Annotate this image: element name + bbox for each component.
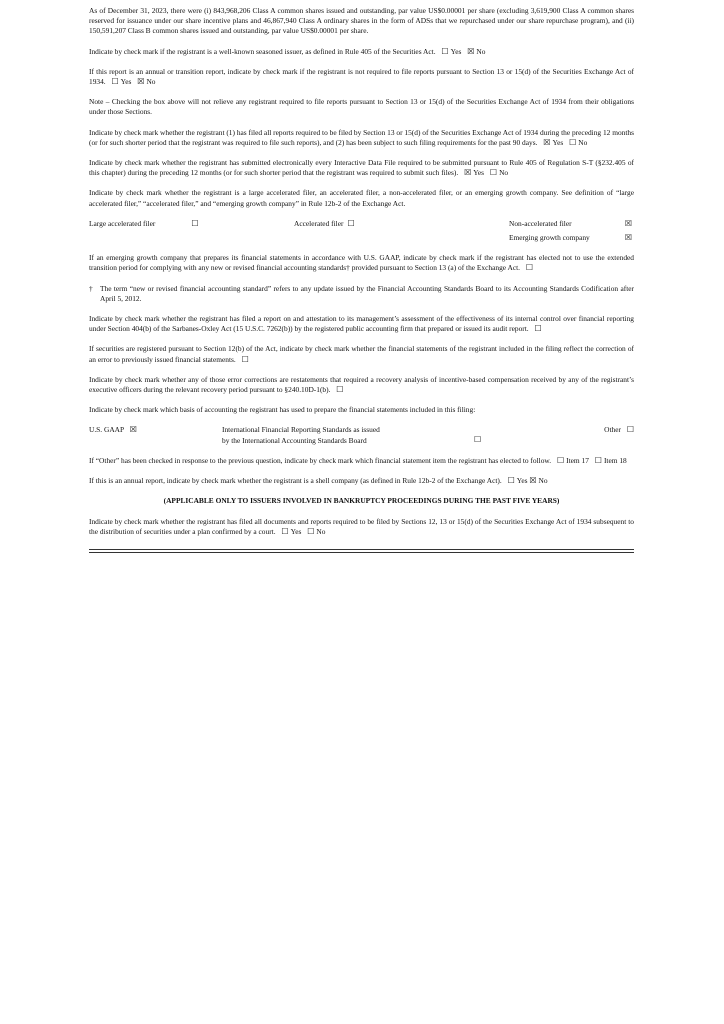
icfr-question — [89, 314, 634, 334]
recovery-analysis-checkbox[interactable]: ☐ — [336, 385, 344, 395]
filer-status-question: Indicate by check mark whether the registrant is a large accelerated filer, an accelerated filer, a non-accelerated filer, or an emerging growth company. See definition of “large accelerated filer,” “accelerated filer,” and “emerging growth company” in Rule 12b-2 of the Exchange Act. — [89, 188, 634, 208]
ifrs-checkbox[interactable]: ☐ — [474, 435, 482, 445]
filed-all-reports-question — [89, 128, 634, 148]
interactive-data-question — [89, 158, 634, 178]
interactive-data-text: Indicate by check mark whether the registrant has submitted electronically every Interactive Data File required to be submitted pursuant to Rule 405 of Regulation S-T (§232.405 of this chapter) during the preceding 12 months (or for such shorter period that the registrant was required to submit such files). — [89, 158, 634, 178]
accounting-standard-footnote — [89, 284, 634, 304]
item-18-label: Item 18 — [603, 455, 627, 465]
emerging-growth-cell — [509, 233, 634, 243]
not-required-no-label: No — [146, 77, 156, 87]
interactive-no-checkbox[interactable]: ☐ — [489, 168, 498, 178]
filer-status-row — [89, 219, 634, 229]
footnote-text: The term “new or revised financial accounting standard” refers to any update issued by the Financial Accounting Standards Board to its Accounting Standards Codification after April 5, 2012. — [100, 283, 634, 303]
well-known-issuer-question — [89, 47, 634, 57]
other-item-question — [89, 456, 634, 466]
us-gaap-label: U.S. GAAP — [89, 425, 124, 435]
large-accelerated-filer-checkbox[interactable]: ☐ — [191, 218, 199, 228]
non-accelerated-filer-label: Non-accelerated filer — [509, 218, 572, 228]
well-known-no-checkbox[interactable]: ☒ — [467, 46, 475, 56]
not-required-yes-checkbox[interactable]: ☐ — [111, 77, 119, 87]
error-correction-checkbox[interactable]: ☐ — [241, 354, 249, 364]
not-required-question — [89, 67, 634, 87]
interactive-yes-checkbox[interactable]: ☒ — [464, 168, 472, 178]
recovery-analysis-text: Indicate by check mark whether any of those error corrections are restatements that required a recovery analysis of incentive-based compensation received by any of the registrant’s executive officers during the relevant recovery period pursuant to §240.10D-1(b). — [89, 374, 634, 395]
error-correction-question — [89, 344, 634, 364]
item-17-label: Item 17 — [566, 455, 589, 465]
filed-all-yes-checkbox[interactable]: ☒ — [543, 137, 551, 147]
filed-all-no-label: No — [578, 137, 588, 147]
not-required-no-checkbox[interactable]: ☒ — [137, 77, 145, 87]
footnote-dagger: † — [89, 283, 93, 293]
not-required-text: If this report is an annual or transition report, indicate by check mark if the registrant is not required to file reports pursuant to Section 13 or 15(d) of the Securities Exchange Act of 1934. — [89, 66, 634, 87]
ifrs-label-line2: by the International Accounting Standards Board — [222, 435, 367, 445]
accelerated-filer-checkbox[interactable]: ☐ — [347, 218, 355, 228]
shell-no-checkbox[interactable]: ☒ — [529, 476, 537, 486]
ifrs-label-line1: International Financial Reporting Standards as issued — [222, 425, 380, 435]
filed-all-yes-label: Yes — [552, 137, 564, 147]
other-basis-label: Other — [604, 425, 621, 435]
non-accelerated-filer-cell — [509, 219, 634, 229]
large-accelerated-filer-cell — [89, 219, 239, 229]
interactive-no-label: No — [499, 168, 509, 178]
bankruptcy-yes-checkbox[interactable]: ☐ — [281, 526, 289, 536]
basis-of-accounting-row — [89, 425, 634, 445]
bankruptcy-no-checkbox[interactable]: ☐ — [307, 526, 315, 536]
us-gaap-checkbox[interactable]: ☒ — [129, 425, 137, 435]
item-18-checkbox[interactable]: ☐ — [594, 455, 602, 465]
shell-company-text: If this is an annual report, indicate by check mark whether the registrant is a shell company (as defined in Rule 12b-2 of the Exchange Act). — [89, 476, 502, 486]
recovery-analysis-question — [89, 375, 634, 395]
other-basis-cell — [582, 425, 634, 445]
accelerated-filer-label: Accelerated filer — [294, 218, 344, 228]
other-item-text: If “Other” has been checked in response to the previous question, indicate by check mark which financial statement item the registrant has elected to follow. — [89, 455, 552, 465]
bankruptcy-yes-label: Yes — [290, 526, 302, 536]
note-paragraph: Note – Checking the box above will not relieve any registrant required to file reports pursuant to Section 13 or 15(d) of the Securities Exchange Act of 1934 from their obligations under those Sections. — [89, 97, 634, 117]
basis-of-accounting-question: Indicate by check mark which basis of accounting the registrant has used to prepare the financial statements included in this filing: — [89, 405, 476, 415]
emerging-growth-checkbox[interactable]: ☒ — [624, 233, 632, 243]
icfr-text: Indicate by check mark whether the registrant has filed a report on and attestation to its management’s assessment of the effectiveness of its internal control over financial reporting under Section 404(b) of the Sarbanes-Oxley Act (15 U.S.C. 7262(b)) by the registered public accounting firm that prepared or issued its audit report. — [89, 314, 634, 334]
egc-transition-question — [89, 253, 634, 273]
shell-yes-label: Yes — [516, 476, 528, 486]
interactive-yes-label: Yes — [473, 168, 485, 178]
emerging-growth-row — [89, 233, 634, 243]
us-gaap-cell — [89, 425, 222, 445]
page-end-double-rule — [89, 549, 634, 553]
well-known-issuer-text: Indicate by check mark if the registrant is a well-known seasoned issuer, as defined in Rule 405 of the Securities Act. — [89, 46, 436, 56]
large-accelerated-filer-label: Large accelerated filer — [89, 218, 156, 228]
ifrs-cell — [222, 425, 582, 445]
error-correction-text: If securities are registered pursuant to Section 12(b) of the Act, indicate by check mark whether the financial statements of the registrant included in the filing reflect the correction of an error to previously issued financial statements. — [89, 344, 634, 364]
cover-page-content — [89, 6, 634, 553]
accelerated-filer-cell — [294, 219, 454, 229]
non-accelerated-filer-checkbox[interactable]: ☒ — [624, 218, 632, 228]
bankruptcy-no-label: No — [316, 526, 326, 536]
not-required-yes-label: Yes — [120, 77, 132, 87]
shares-outstanding-paragraph: As of December 31, 2023, there were (i) 843,968,206 Class A common shares issued and outstanding, par value US$0.00001 per share (excluding 3,619,900 Class A common shares reserved for issuance under our share incentive plans and 46,867,940 Class A ordinary shares in the form of ADSs that we repurchased under our share repurchase program), and (ii) 150,591,207 Class B common shares issued and outstanding, par value US$0.00001 per share. — [89, 6, 634, 36]
well-known-yes-label: Yes — [450, 46, 462, 56]
egc-transition-text: If an emerging growth company that prepares its financial statements in accordance with U.S. GAAP, indicate by check mark if the registrant has elected not to use the extended transition period for complying with any new or revised financial accounting standards† provided pursuant to Section 13 (a) of the Exchange Act. — [89, 253, 634, 273]
well-known-no-label: No — [476, 46, 486, 56]
shell-no-label: No — [538, 476, 548, 486]
shell-yes-checkbox[interactable]: ☐ — [507, 476, 515, 486]
other-basis-checkbox[interactable]: ☐ — [626, 425, 634, 435]
shell-company-question — [89, 476, 634, 486]
filed-all-no-checkbox[interactable]: ☐ — [569, 137, 577, 147]
bankruptcy-text: Indicate by check mark whether the registrant has filed all documents and reports required to be filed by Sections 12, 13 or 15(d) of the Securities Exchange Act of 1934 subsequent to the distribution of securities under a plan confirmed by a court. — [89, 516, 634, 536]
well-known-yes-checkbox[interactable]: ☐ — [441, 46, 449, 56]
bankruptcy-question — [89, 517, 634, 537]
item-17-checkbox[interactable]: ☐ — [556, 455, 565, 465]
filed-all-reports-text: Indicate by check mark whether the registrant (1) has filed all reports required to be filed by Section 13 or 15(d) of the Securities Exchange Act of 1934 during the preceding 12 months (or for such shorter period that the registrant was required to file such reports), and (2) has been subject to such filing requirements for the past 90 days. — [89, 127, 634, 147]
bankruptcy-heading: (APPLICABLE ONLY TO ISSUERS INVOLVED IN BANKRUPTCY PROCEEDINGS DURING THE PAST FIVE YEARS) — [163, 496, 560, 506]
icfr-checkbox[interactable]: ☐ — [534, 324, 542, 334]
egc-transition-checkbox[interactable]: ☐ — [525, 263, 534, 273]
emerging-growth-label: Emerging growth company — [509, 233, 590, 243]
